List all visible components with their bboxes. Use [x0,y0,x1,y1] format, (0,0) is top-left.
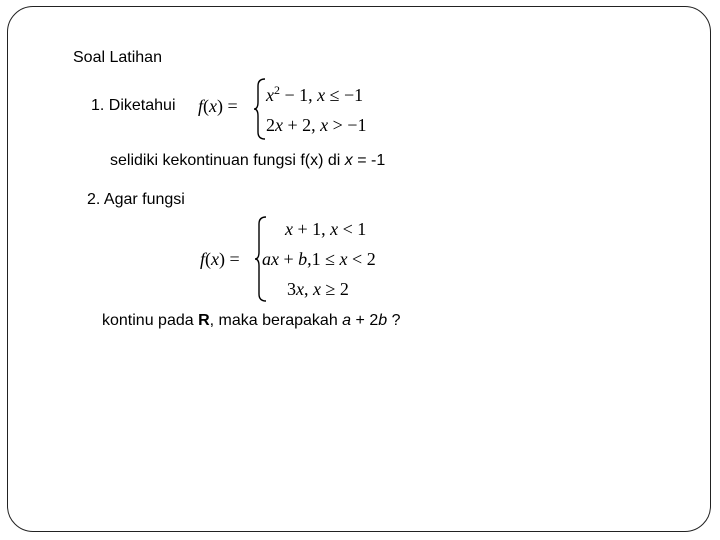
question-2-label: 2. Agar fungsi [87,191,185,208]
q1-case-2: 2x + 2, x > −1 [266,115,367,135]
q1-case-1: $x^2 - 1$, x ≤ −1 [266,83,364,105]
q2-case-3: 3x, x ≥ 2 [287,279,349,299]
q2-function-lhs: f(x) = [200,249,240,269]
q2-case-2: ax + b,1 ≤ x < 2 [262,249,376,269]
question-1-label: 1. Diketahui [91,97,176,114]
q2-case-1: x + 1, x < 1 [285,219,367,239]
slide-title: Soal Latihan [73,49,162,66]
question-2-text: kontinu pada R, maka berapakah a + 2b ? [102,312,401,329]
q1-function-lhs: f(x) = [198,96,238,116]
q1-left-brace [253,78,267,140]
question-1-instruction: selidiki kekontinuan fungsi f(x) di x = -1 [110,152,386,169]
